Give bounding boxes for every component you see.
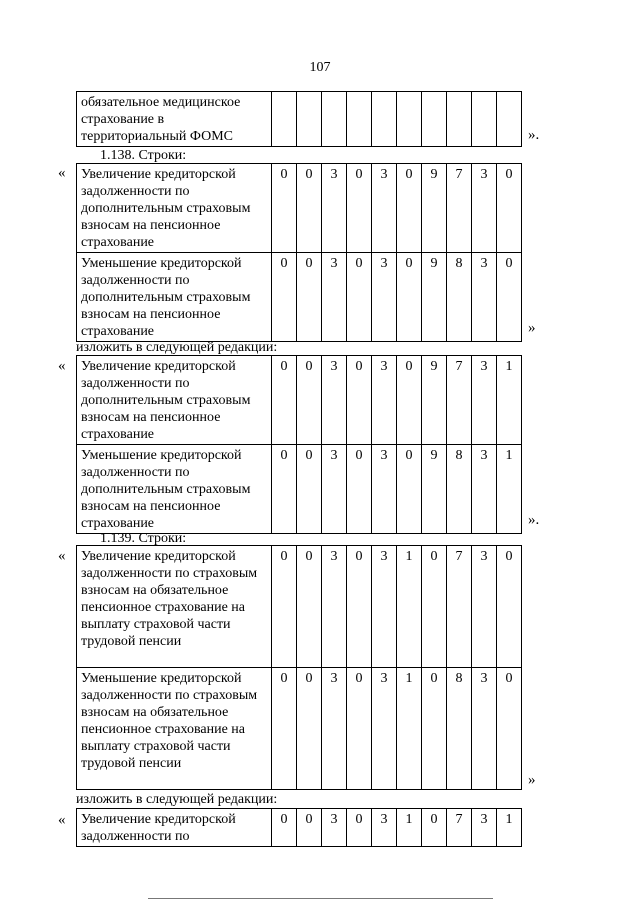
code-cell: 8 — [447, 668, 472, 790]
code-cell: 7 — [447, 546, 472, 668]
code-cell: 0 — [297, 253, 322, 342]
table-row — [77, 356, 522, 445]
code-cell — [347, 92, 372, 147]
closing-quote: ». — [528, 512, 540, 528]
opening-quote: « — [58, 812, 66, 828]
code-cell: 9 — [422, 164, 447, 253]
code-cell: 0 — [272, 253, 297, 342]
code-cell: 0 — [272, 809, 297, 847]
table-row — [77, 164, 522, 253]
code-cell: 3 — [372, 445, 397, 534]
closing-quote: » — [528, 320, 536, 336]
code-cell: 0 — [422, 809, 447, 847]
code-cell — [497, 92, 522, 147]
code-cell: 3 — [472, 164, 497, 253]
code-cell — [422, 92, 447, 147]
code-cell: 0 — [347, 356, 372, 445]
code-cell: 1 — [397, 668, 422, 790]
code-cell: 8 — [447, 445, 472, 534]
code-cell: 0 — [272, 445, 297, 534]
row-text: Уменьшение кредиторской задолженности по страховым взносам на обязательное пенсионное страхование на выплату страховой части трудовой пенсии — [77, 668, 272, 790]
table-row — [77, 809, 522, 847]
replace-text: изложить в следующей редакции: — [76, 340, 278, 355]
row-text: Увеличение кредиторской задолженности по страховым взносам на обязательное пенсионное страхование на выплату страховой части трудовой пенсии — [77, 546, 272, 668]
code-cell: 3 — [472, 356, 497, 445]
code-cell — [272, 92, 297, 147]
code-cell: 1 — [397, 809, 422, 847]
code-cell: 0 — [347, 164, 372, 253]
replace-text: изложить в следующей редакции: — [76, 792, 278, 807]
code-cell: 3 — [472, 809, 497, 847]
code-cell: 9 — [422, 445, 447, 534]
code-cell: 7 — [447, 809, 472, 847]
code-cell: 3 — [472, 668, 497, 790]
code-cell: 0 — [272, 356, 297, 445]
footer-rule — [148, 898, 493, 899]
row-text: Уменьшение кредиторской задолженности по дополнительным страховым взносам на пенсионное страхование — [77, 445, 272, 534]
table-row — [77, 253, 522, 342]
heading-1-139: 1.139. Строки: — [100, 531, 187, 546]
code-cell: 3 — [322, 809, 347, 847]
code-cell — [297, 92, 322, 147]
code-cell — [447, 92, 472, 147]
code-cell: 3 — [472, 546, 497, 668]
code-cell: 3 — [322, 445, 347, 534]
opening-quote: « — [58, 165, 66, 181]
code-cell: 3 — [372, 253, 397, 342]
code-cell: 0 — [297, 668, 322, 790]
code-cell: 0 — [347, 809, 372, 847]
code-cell: 0 — [347, 253, 372, 342]
code-cell: 3 — [322, 253, 347, 342]
table-139-old — [76, 545, 522, 790]
code-cell: 3 — [322, 164, 347, 253]
code-cell: 0 — [397, 445, 422, 534]
table-139-new — [76, 808, 522, 847]
code-cell: 0 — [272, 164, 297, 253]
code-cell: 0 — [297, 164, 322, 253]
table-row — [77, 546, 522, 668]
opening-quote: « — [58, 358, 66, 374]
code-cell: 3 — [372, 164, 397, 253]
table-row — [77, 445, 522, 534]
closing-quote: » — [528, 772, 536, 788]
code-cell — [372, 92, 397, 147]
code-cell: 3 — [372, 356, 397, 445]
code-cell: 0 — [297, 546, 322, 668]
code-cell: 3 — [372, 668, 397, 790]
code-cell: 0 — [347, 445, 372, 534]
code-cell: 0 — [297, 356, 322, 445]
row-text: Увеличение кредиторской задолженности по — [77, 809, 272, 847]
code-cell: 0 — [397, 253, 422, 342]
code-cell: 1 — [497, 356, 522, 445]
row-text: Уменьшение кредиторской задолженности по дополнительным страховым взносам на пенсионное страхование — [77, 253, 272, 342]
code-cell: 3 — [322, 546, 347, 668]
code-cell: 8 — [447, 253, 472, 342]
code-cell: 3 — [322, 668, 347, 790]
code-cell: 1 — [497, 445, 522, 534]
code-cell — [472, 92, 497, 147]
code-cell: 3 — [472, 445, 497, 534]
code-cell: 0 — [347, 546, 372, 668]
code-cell: 0 — [297, 809, 322, 847]
code-cell: 0 — [422, 546, 447, 668]
code-cell: 0 — [422, 668, 447, 790]
table-138-new — [76, 355, 522, 534]
row-text: Увеличение кредиторской задолженности по дополнительным страховым взносам на пенсионное страхование — [77, 356, 272, 445]
opening-quote: « — [58, 548, 66, 564]
page-number: 107 — [309, 60, 331, 75]
heading-1-138: 1.138. Строки: — [100, 148, 187, 163]
code-cell: 0 — [272, 668, 297, 790]
code-cell: 1 — [497, 809, 522, 847]
code-cell: 3 — [322, 356, 347, 445]
code-cell: 0 — [397, 164, 422, 253]
code-cell: 0 — [497, 253, 522, 342]
code-cell: 1 — [397, 546, 422, 668]
closing-quote: ». — [528, 127, 540, 143]
code-cell: 0 — [397, 356, 422, 445]
code-cell: 3 — [372, 546, 397, 668]
code-cell: 0 — [497, 164, 522, 253]
code-cell — [397, 92, 422, 147]
code-cell: 9 — [422, 356, 447, 445]
code-cell — [322, 92, 347, 147]
code-cell: 3 — [472, 253, 497, 342]
row-text: обязательное медицинское страхование в территориальный ФОМС — [77, 92, 272, 147]
code-cell: 0 — [297, 445, 322, 534]
code-cell: 9 — [422, 253, 447, 342]
code-cell: 7 — [447, 164, 472, 253]
code-cell: 7 — [447, 356, 472, 445]
table-row — [77, 92, 522, 147]
code-cell: 0 — [497, 546, 522, 668]
code-cell: 0 — [347, 668, 372, 790]
table-row — [77, 668, 522, 790]
table-138-old — [76, 163, 522, 342]
code-cell: 3 — [372, 809, 397, 847]
code-cell: 0 — [272, 546, 297, 668]
row-text: Увеличение кредиторской задолженности по дополнительным страховым взносам на пенсионное страхование — [77, 164, 272, 253]
code-cell: 0 — [497, 668, 522, 790]
continuation-table — [76, 91, 522, 147]
